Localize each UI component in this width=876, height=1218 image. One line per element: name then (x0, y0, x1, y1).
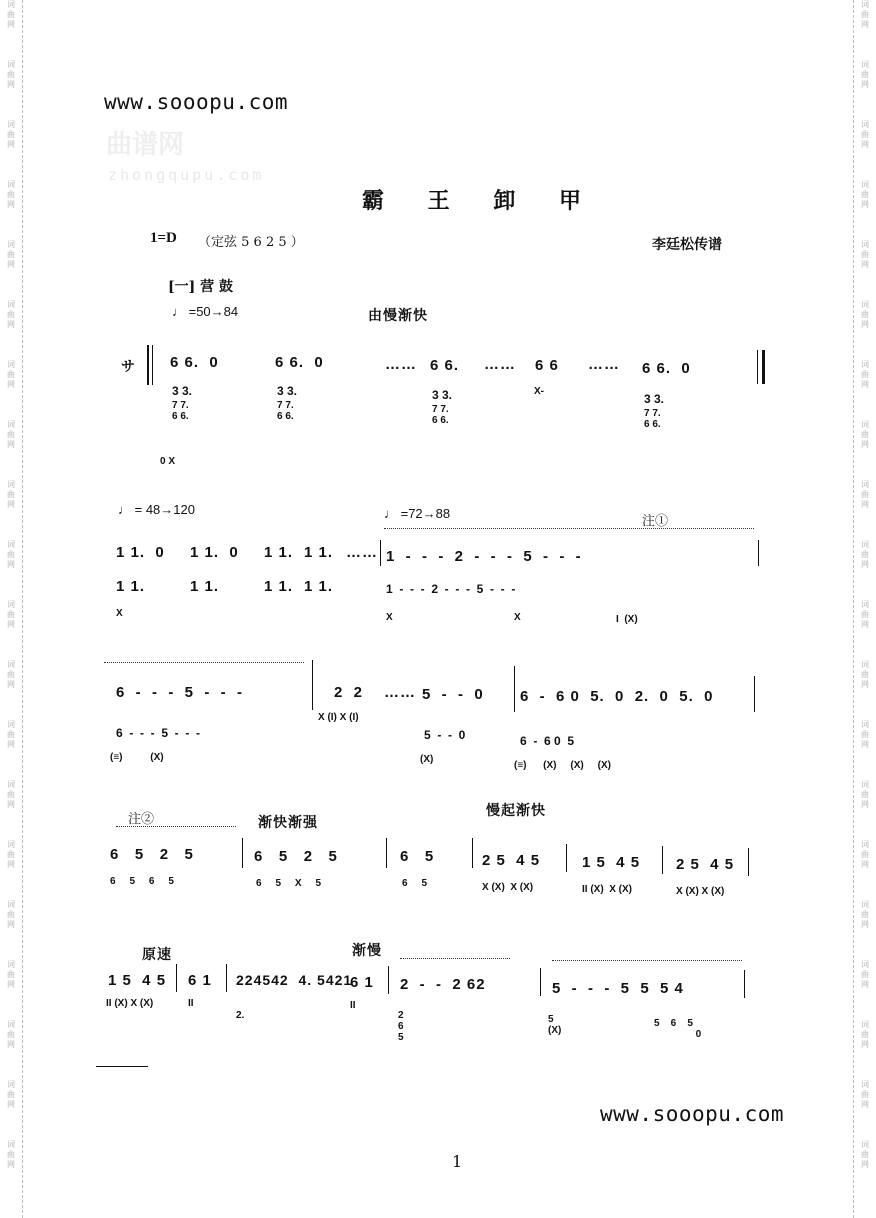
side-watermark-char: 曲 (7, 250, 15, 259)
r5-bar-1 (176, 964, 177, 992)
side-watermark-char: 曲 (7, 310, 15, 319)
side-watermark-char: 曲 (7, 670, 15, 679)
r3-lower-3: 6 - 6 0 5 (520, 734, 575, 748)
r4-lower-4: X (X) X (X) (482, 882, 534, 893)
r4-measure-4: 2 5 4 5 (482, 852, 541, 869)
site-url-top[interactable]: www.sooopu.com (104, 90, 289, 114)
r3-lower-1: 6 - - - 5 - - - (116, 726, 200, 740)
right-border (853, 0, 854, 1218)
r1-percussion-2: X- (534, 386, 544, 397)
side-watermark-char: 曲 (7, 790, 15, 799)
side-watermark-char: 词 (861, 240, 869, 249)
r2-ellipsis: …… (346, 544, 378, 561)
side-watermark-char: 词 (7, 960, 15, 969)
side-watermark-char: 网 (861, 800, 869, 809)
r2-long-lower: 1 - - - 2 - - - 5 - - - (386, 582, 516, 596)
r2-perc-2: X (386, 612, 393, 623)
r2-lower-1: 1 1. (116, 578, 146, 595)
r2-tremolo-line (384, 528, 754, 529)
r3-perc-3: (X) (420, 754, 434, 765)
side-watermark-char: 网 (861, 500, 869, 509)
side-watermark-char: 曲 (861, 670, 869, 679)
side-watermark-char: 曲 (7, 1030, 15, 1039)
r4-lower-1: 6 5 6 5 (110, 876, 174, 887)
side-watermark-char: 词 (861, 540, 869, 549)
side-watermark-char: 曲 (861, 70, 869, 79)
side-watermark-char: 网 (861, 920, 869, 929)
r5-tremolo-line-1 (400, 958, 510, 959)
side-watermark-char: 词 (861, 60, 869, 69)
side-watermark-char: 词 (861, 660, 869, 669)
side-watermark-char: 曲 (861, 1150, 869, 1159)
r2-perc-3: X (514, 612, 521, 623)
side-watermark-char: 词 (7, 720, 15, 729)
r3-perc-2: (≡) (X) (110, 752, 164, 763)
side-watermark-char: 网 (7, 500, 15, 509)
side-watermark-char: 网 (7, 380, 15, 389)
side-watermark-char: 曲 (7, 70, 15, 79)
side-watermark-char: 网 (7, 980, 15, 989)
side-watermark-char: 网 (861, 680, 869, 689)
side-watermark-char: 曲 (861, 730, 869, 739)
side-watermark-char: 词 (7, 600, 15, 609)
side-watermark-char: 曲 (7, 490, 15, 499)
r4-bar-2 (386, 838, 387, 868)
r1-end-bar (762, 350, 765, 384)
r2-bar-1 (380, 540, 381, 566)
r1-lower-3: 3 3. (432, 388, 453, 402)
r4-bar-end (748, 848, 749, 876)
side-watermark-char: 曲 (7, 610, 15, 619)
r2-measure-3: 1 1. (264, 544, 294, 561)
side-watermark-char: 网 (7, 620, 15, 629)
side-watermark-char: 词 (861, 1080, 869, 1089)
side-watermark-char: 曲 (7, 730, 15, 739)
repeat-start-thin (152, 345, 153, 385)
r1-lower-1: 3 3. (172, 384, 193, 398)
side-watermark-char: 词 (7, 480, 15, 489)
side-watermark-char: 曲 (7, 370, 15, 379)
side-watermark-char: 词 (7, 300, 15, 309)
r2-bar-end (758, 540, 759, 566)
side-watermark-char: 词 (7, 1140, 15, 1149)
side-watermark-char: 词 (7, 900, 15, 909)
side-watermark-char: 网 (861, 440, 869, 449)
r5-measure-3: 224542 4. 5421 (236, 972, 353, 988)
side-watermark-char: 曲 (861, 610, 869, 619)
r1-measure-5: 6 6. 0 (642, 360, 691, 377)
side-watermark-char: 曲 (861, 490, 869, 499)
term-original-speed: 原速 (142, 947, 172, 963)
side-watermark-char: 网 (7, 740, 15, 749)
r1-measure-4: 6 6 (535, 357, 559, 374)
r3-measure-3: 5 - - 0 (422, 686, 484, 703)
side-watermark-char: 网 (861, 260, 869, 269)
r2-perc-4: I (X) (616, 614, 638, 625)
r2-perc-1: X (116, 608, 123, 619)
side-watermark-char: 词 (861, 840, 869, 849)
side-watermark-char: 词 (7, 240, 15, 249)
r5-bar-end (744, 970, 745, 998)
r5-lower-5: 2 6 5 (398, 1010, 404, 1043)
side-watermark-char: 曲 (861, 10, 869, 19)
r4-bar-4 (566, 844, 567, 872)
r1-measure-3: 6 6. (430, 357, 460, 374)
side-watermark-char: 词 (7, 840, 15, 849)
side-watermark-char: 曲 (861, 790, 869, 799)
instrument-mark: サ (121, 359, 135, 375)
r5-lower-4: II (350, 1000, 356, 1011)
side-watermark-char: 词 (861, 600, 869, 609)
side-watermark-char: 网 (7, 260, 15, 269)
arranger: 李廷松传谱 (652, 237, 722, 253)
page-number: 1 (452, 1152, 463, 1171)
side-watermark-char: 网 (861, 1040, 869, 1049)
side-watermark-char: 网 (7, 440, 15, 449)
side-watermark-char: 网 (7, 800, 15, 809)
side-watermark-char: 网 (7, 1040, 15, 1049)
side-watermark-char: 网 (7, 920, 15, 929)
side-watermark-char: 网 (7, 680, 15, 689)
r4-measure-5: 1 5 4 5 (582, 854, 641, 871)
r3-measure-4: 6 - 6 0 5. 0 2. 0 5. 0 (520, 688, 714, 705)
side-watermark-char: 词 (7, 540, 15, 549)
r2-lower-3: 1 1. (264, 578, 294, 595)
term-slow-start-faster: 慢起渐快 (486, 803, 546, 819)
r1-fingering-1: 7 7. 6 6. (172, 400, 189, 422)
r3-perc-1: X (I) X (I) (318, 712, 359, 723)
side-watermark-char: 曲 (7, 190, 15, 199)
r4-lower-5: II (X) X (X) (582, 884, 632, 895)
side-watermark-char: 词 (861, 1140, 869, 1149)
r1-ellipsis-1: …… (385, 356, 417, 373)
right-watermark-column (858, 0, 872, 1218)
left-border (22, 0, 23, 1218)
r4-tremolo-line (116, 826, 236, 827)
side-watermark-char: 曲 (7, 970, 15, 979)
term-gradual-fast: 由慢渐快 (368, 308, 428, 324)
score-title: 霸 王 卸 甲 (362, 188, 599, 214)
tuning: （定弦 5 6 2 5 ） (198, 235, 304, 250)
r5-bar-3 (388, 966, 389, 994)
side-watermark-char: 词 (7, 0, 15, 9)
side-watermark-char: 网 (861, 200, 869, 209)
side-watermark-char: 曲 (861, 130, 869, 139)
side-watermark-char: 曲 (7, 130, 15, 139)
site-url-bottom[interactable]: www.sooopu.com (600, 1102, 785, 1126)
side-watermark-char: 曲 (861, 370, 869, 379)
tempo-1: ♩ =50→84 (172, 304, 239, 319)
side-watermark-char: 网 (861, 380, 869, 389)
side-watermark-char: 曲 (861, 1030, 869, 1039)
side-watermark-char: 词 (861, 180, 869, 189)
r1-ellipsis-3: …… (588, 356, 620, 373)
r1-ellipsis-2: …… (484, 356, 516, 373)
side-watermark-char: 网 (7, 20, 15, 29)
side-watermark-char: 词 (861, 420, 869, 429)
term-slowing: 渐慢 (352, 943, 382, 959)
side-watermark-char: 网 (861, 20, 869, 29)
side-watermark-char: 网 (861, 860, 869, 869)
r1-lower-2: 3 3. (277, 384, 298, 398)
side-watermark-char: 曲 (7, 850, 15, 859)
side-watermark-char: 网 (861, 560, 869, 569)
side-watermark-char: 网 (7, 560, 15, 569)
r1-measure-2: 6 6. 0 (275, 354, 324, 371)
side-watermark-char: 曲 (861, 850, 869, 859)
side-watermark-char: 网 (861, 320, 869, 329)
r5-lower-3: 2. (236, 1010, 245, 1021)
side-watermark-char: 词 (7, 780, 15, 789)
r5-measure-5: 2 - - 2 62 (400, 976, 486, 993)
r4-bar-5 (662, 846, 663, 874)
note-mark-2: 注② (128, 812, 155, 827)
side-watermark-char: 词 (7, 660, 15, 669)
side-watermark-char: 网 (861, 140, 869, 149)
r2-measure-4: 1 1. (304, 544, 334, 561)
r3-measure-2: 2 2 (334, 684, 364, 701)
side-watermark-char: 曲 (7, 10, 15, 19)
r5-bar-4 (540, 968, 541, 996)
section-label: [一] 营 鼓 (168, 279, 233, 295)
r1-measure-1: 6 6. 0 (170, 354, 219, 371)
side-watermark-char: 网 (7, 860, 15, 869)
r5-measure-6: 5 - - - 5 5 5 4 (552, 980, 684, 997)
left-watermark-column (4, 0, 18, 1218)
side-watermark-char: 词 (861, 780, 869, 789)
r5-measure-1: 1 5 4 5 (108, 972, 167, 989)
side-watermark-char: 曲 (7, 430, 15, 439)
side-watermark-char: 词 (861, 900, 869, 909)
side-watermark-char: 网 (7, 140, 15, 149)
side-watermark-char: 词 (861, 720, 869, 729)
r3-bar-1 (312, 660, 313, 710)
side-watermark-char: 词 (7, 1020, 15, 1029)
side-watermark-char: 曲 (7, 1090, 15, 1099)
side-watermark-char: 曲 (861, 190, 869, 199)
r5-lower-2: II (188, 998, 194, 1009)
side-watermark-char: 曲 (7, 1150, 15, 1159)
side-watermark-char: 词 (7, 420, 15, 429)
r3-perc-4: (≡) (X) (X) (X) (514, 760, 611, 771)
r2-long-upper: 1 - - - 2 - - - 5 - - - (386, 548, 582, 565)
side-watermark-char: 曲 (861, 550, 869, 559)
side-watermark-char: 网 (7, 80, 15, 89)
r2-lower-4: 1 1. (304, 578, 334, 595)
r5-bar-2 (226, 964, 227, 992)
r4-lower-2: 6 5 X 5 (256, 878, 322, 889)
r5-measure-4: 6 1 (350, 974, 374, 991)
side-watermark-char: 词 (7, 360, 15, 369)
side-watermark-char: 网 (7, 1160, 15, 1169)
r4-bar-1 (242, 838, 243, 868)
r4-bar-3 (472, 838, 473, 868)
side-watermark-char: 曲 (861, 970, 869, 979)
side-watermark-char: 曲 (861, 1090, 869, 1099)
r3-bar-2 (514, 666, 515, 712)
r1-fingering-4: 7 7. 6 6. (644, 408, 661, 430)
r5-measure-2: 6 1 (188, 972, 212, 989)
r4-measure-2: 6 5 2 5 (254, 848, 338, 865)
r5-tremolo-line-2 (552, 960, 742, 961)
side-watermark-char: 词 (861, 0, 869, 9)
side-watermark-char: 曲 (861, 910, 869, 919)
tempo-3: ♩ =72→88 (384, 506, 451, 521)
r1-end-thin (757, 350, 758, 384)
side-watermark-char: 词 (861, 1020, 869, 1029)
side-watermark-char: 曲 (7, 910, 15, 919)
r5-lower-1: II (X) X (X) (106, 998, 154, 1009)
side-watermark-char: 网 (861, 740, 869, 749)
r2-measure-2: 1 1. 0 (190, 544, 239, 561)
r1-fingering-2: 7 7. 6 6. (277, 400, 294, 422)
r4-measure-1: 6 5 2 5 (110, 846, 194, 863)
side-watermark-char: 词 (861, 960, 869, 969)
r4-measure-3: 6 5 (400, 848, 435, 865)
side-watermark-char: 网 (7, 1100, 15, 1109)
side-watermark-char: 网 (861, 980, 869, 989)
side-watermark-char: 曲 (7, 550, 15, 559)
r3-measure-1: 6 - - - 5 - - - (116, 684, 243, 701)
key-signature: 1=D (150, 230, 177, 246)
side-watermark-char: 网 (861, 620, 869, 629)
r2-lower-2: 1 1. (190, 578, 220, 595)
tempo-2: ♩ = 48→120 (118, 502, 195, 517)
repeat-start-bar (147, 345, 149, 385)
r1-percussion: 0 X (160, 456, 176, 467)
side-watermark-char: 词 (861, 120, 869, 129)
ghost-watermark: 曲谱网 (106, 130, 185, 160)
r4-lower-3: 6 5 (402, 878, 428, 889)
r4-lower-6: X (X) X (X) (676, 886, 725, 897)
side-watermark-char: 词 (7, 60, 15, 69)
note-mark-1: 注① (642, 514, 669, 529)
r4-measure-6: 2 5 4 5 (676, 856, 735, 873)
side-watermark-char: 曲 (861, 250, 869, 259)
side-watermark-char: 词 (861, 480, 869, 489)
footnote-rule (96, 1066, 148, 1067)
r5-lower-6: 5 (X) (548, 1014, 562, 1036)
term-faster-stronger: 渐快渐强 (258, 815, 318, 831)
r3-ellipsis: …… (384, 684, 416, 701)
side-watermark-char: 词 (861, 300, 869, 309)
side-watermark-char: 曲 (861, 430, 869, 439)
side-watermark-char: 网 (7, 200, 15, 209)
side-watermark-char: 词 (7, 180, 15, 189)
side-watermark-char: 词 (861, 360, 869, 369)
r2-measure-1: 1 1. 0 (116, 544, 165, 561)
side-watermark-char: 词 (7, 120, 15, 129)
r1-fingering-3: 7 7. 6 6. (432, 404, 449, 426)
ghost-watermark-sub: zhongqupu.com (108, 166, 265, 184)
side-watermark-char: 网 (861, 1100, 869, 1109)
side-watermark-char: 曲 (861, 310, 869, 319)
r3-lower-2: 5 - - 0 (424, 728, 466, 742)
side-watermark-char: 网 (861, 80, 869, 89)
r3-bar-end (754, 676, 755, 712)
r1-lower-4: 3 3. (644, 392, 665, 406)
side-watermark-char: 网 (7, 320, 15, 329)
side-watermark-char: 词 (7, 1080, 15, 1089)
r5-lower-7: 5 6 5 0 (654, 1018, 702, 1040)
side-watermark-char: 网 (861, 1160, 869, 1169)
r3-tremolo-line (104, 662, 304, 663)
